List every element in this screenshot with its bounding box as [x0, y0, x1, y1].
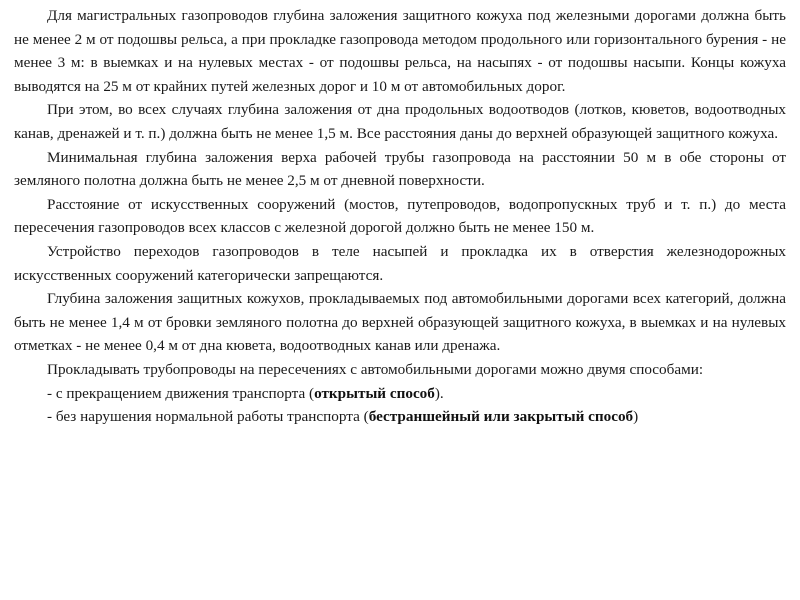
paragraph-road-casing-depth: Глубина заложения защитных кожухов, прокладываемых под автомобильными дорогами всех категорий, должна быть не менее 1,4 м от бровки земляного полотна до верхней образующей защитного кожуха, в выемках и на нулевых отметках - не менее 0,4 м от дна кювета, водоотводных канав или дренажа. — [14, 290, 786, 355]
method-name: открытый способ — [314, 384, 435, 402]
paragraph-casing-depth-railway: Для магистральных газопроводов глубина заложения защитного кожуха под железными дорогами должна быть не менее 2 м от подошвы рельса, а при прокладке газопровода методом продольного или горизонтального бурения - не менее 3 м: в выемках и на нулевых местах - от подошвы рельса, на насыпях - от подошвы насыпи. Концы кожуха выводятся на 25 м от крайних путей железных дорог и 10 м от автомобильных дорог. — [14, 7, 786, 95]
paragraph-drainage-depth: При этом, во всех случаях глубина заложения от дна продольных водоотводов (лотков, кюветов, водоотводных канав, дренажей и т. п.) должна быть не менее 1,5 м. Все расстояния даны до верхней образующей защитного кожуха. — [14, 101, 786, 142]
paragraph-crossing-methods-intro: Прокладывать трубопроводы на пересечениях с автомобильными дорогами можно двумя способами: — [47, 360, 704, 378]
list-item-trenchless-method — [14, 405, 786, 429]
paragraph-min-pipe-depth: Минимальная глубина заложения верха рабочей трубы газопровода на расстоянии 50 м в обе стороны от земляного полотна должна быть не менее 2,5 м от дневной поверхности. — [14, 148, 786, 190]
paragraph-embankment-prohibition: Устройство переходов газопроводов в теле насыпей и прокладка их в отверстия железнодорожных искусственных сооружений категорически запрещаются. — [14, 242, 786, 284]
method-text: ). — [434, 384, 444, 402]
method-text: - с прекращением движения транспорта ( — [47, 384, 315, 402]
method-text: - без нарушения нормальной работы транспорта ( — [47, 408, 369, 426]
method-name: бестраншейный или закрытый способ — [368, 408, 634, 426]
list-item-open-method — [14, 382, 786, 406]
method-text: ) — [633, 408, 639, 426]
paragraph-structures-distance: Расстояние от искусственных сооружений (мостов, путепроводов, водопропускных труб и т. п.) до места пересечения газопроводов всех классов с железной дорогой должно быть не менее 150 м. — [14, 195, 786, 237]
document-body — [14, 4, 786, 429]
